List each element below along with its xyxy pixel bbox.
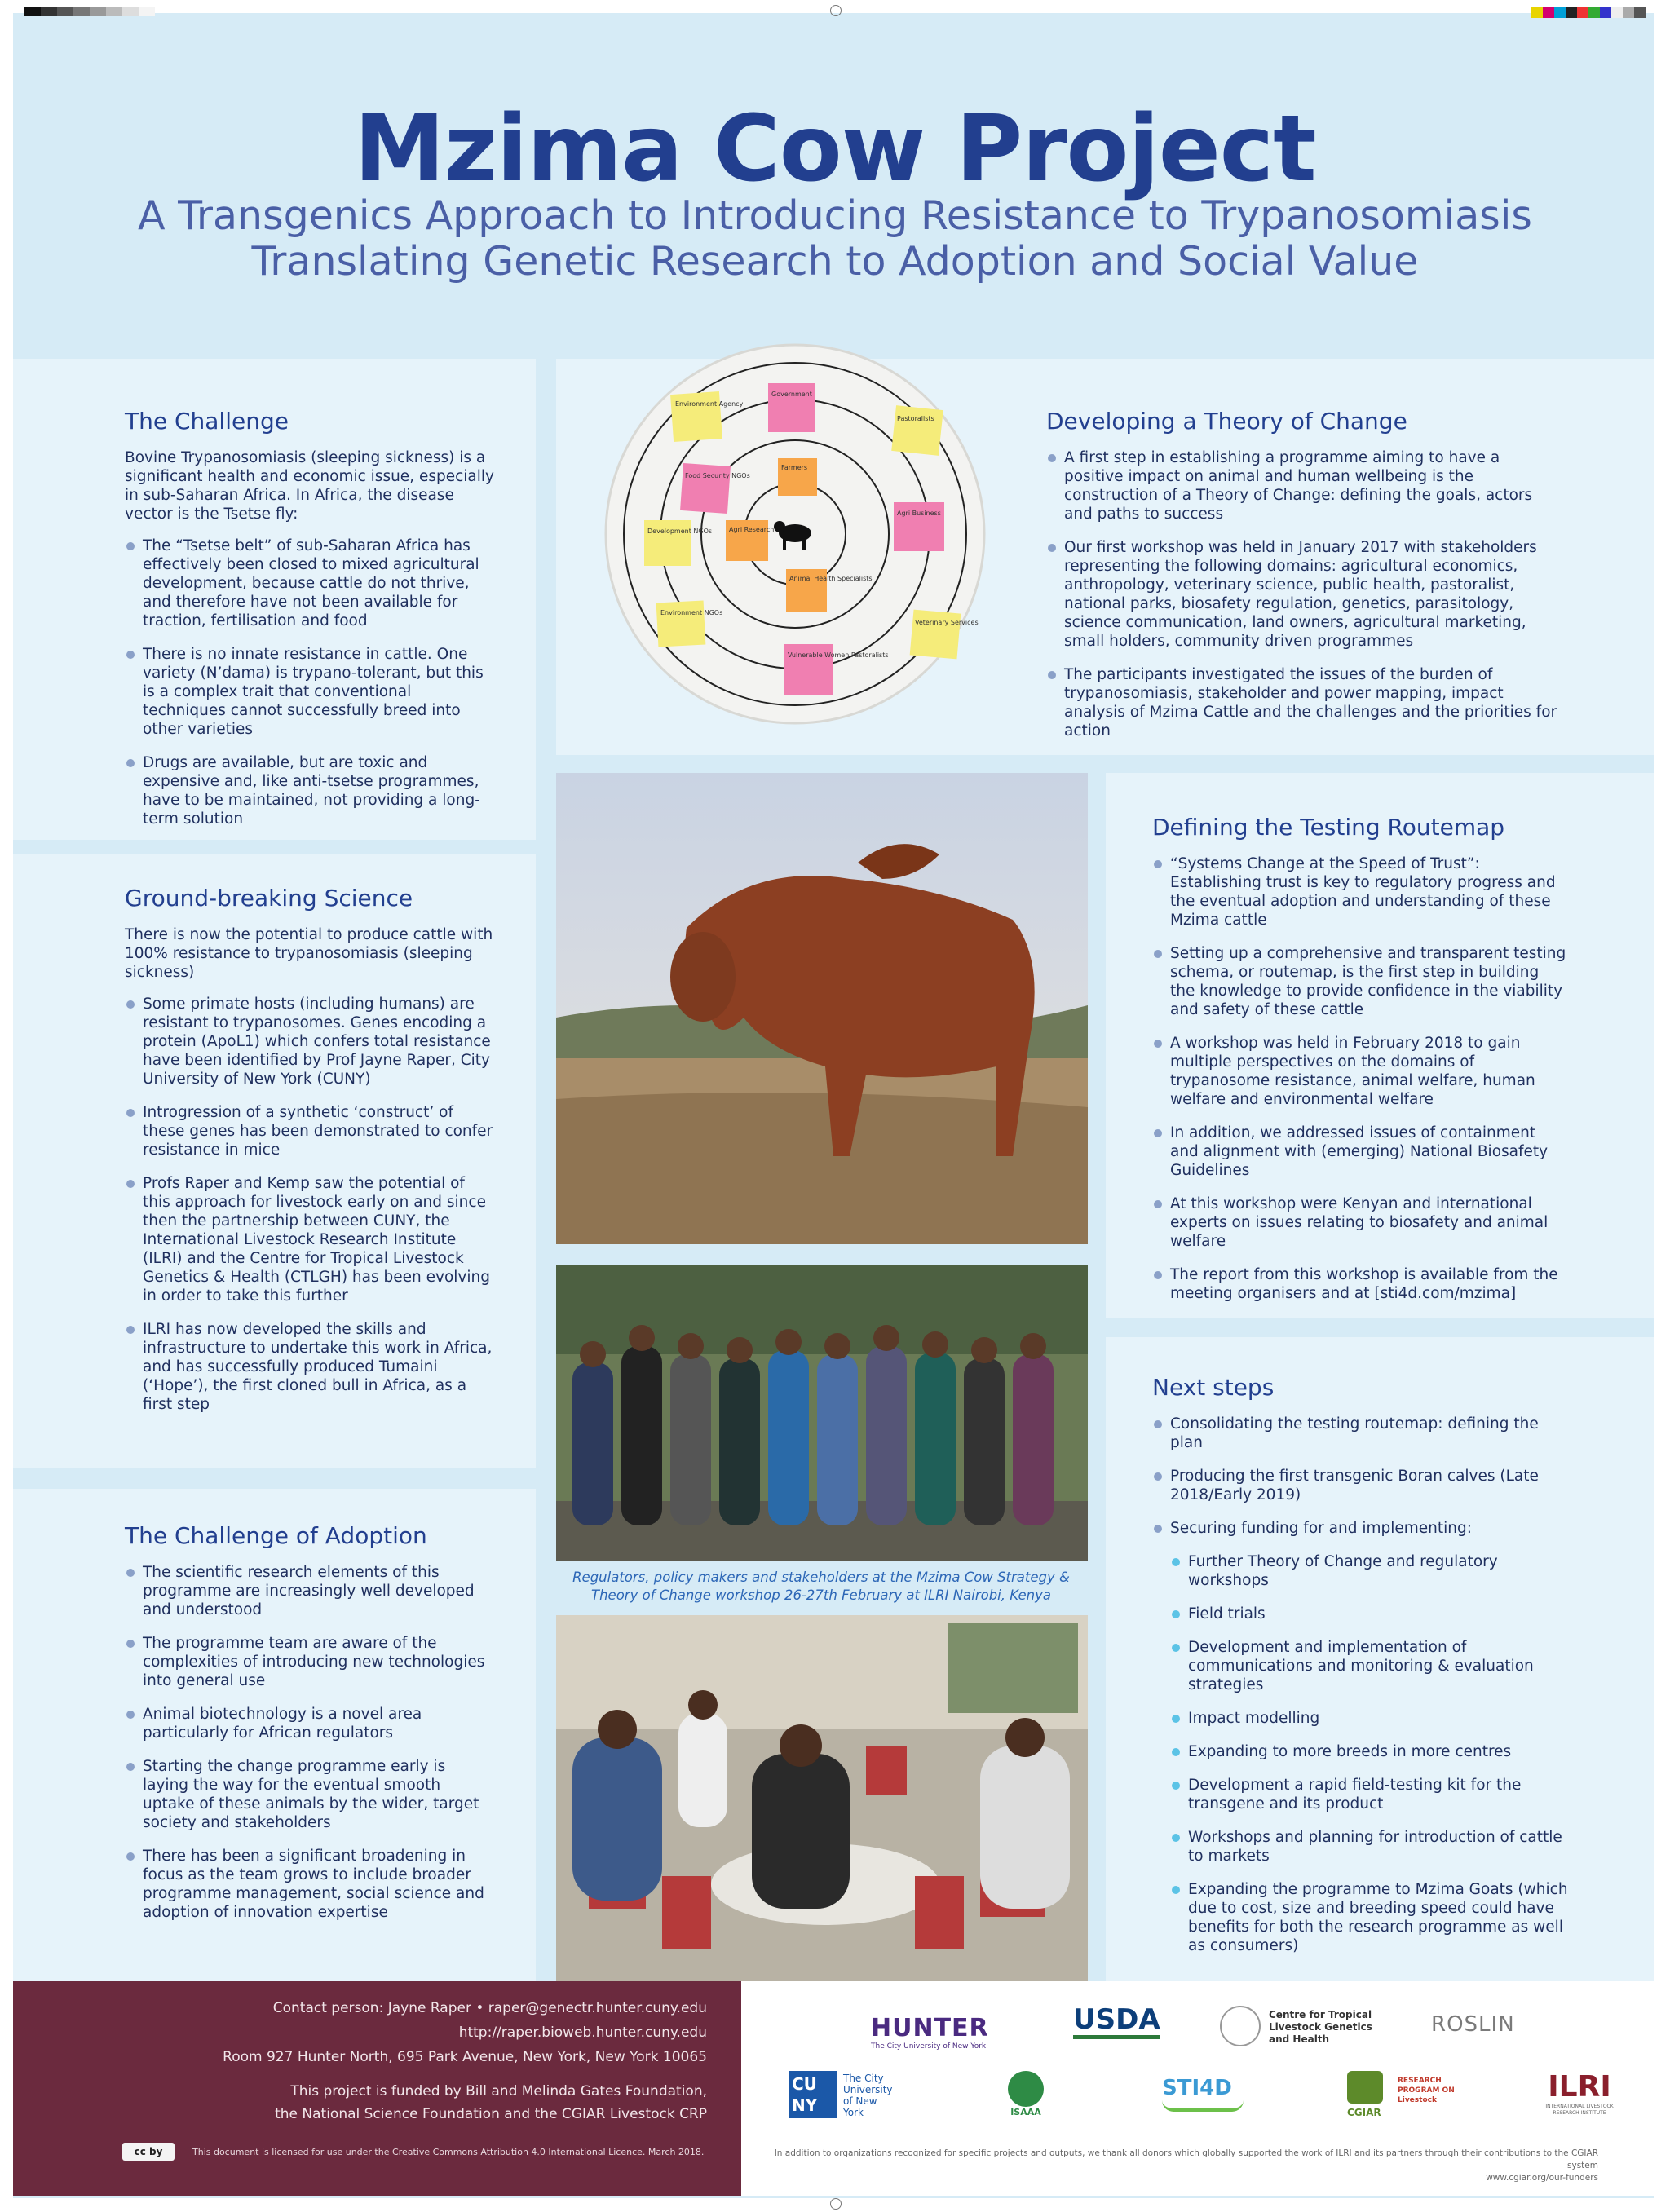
- science-intro: There is now the potential to produce cattle with 100% resistance to trypanosomiasis (sleeping sickness): [125, 926, 493, 981]
- challenge-heading: The Challenge: [125, 408, 289, 435]
- list-item: Securing funding for and implementing:: [1152, 1519, 1568, 1538]
- sticky-note: [910, 610, 961, 660]
- list-item: Producing the first transgenic Boran calves (Late 2018/Early 2019): [1152, 1467, 1568, 1504]
- sticky-note-label: Farmers: [781, 464, 808, 471]
- list-item: Workshops and planning for introduction of cattle to markets: [1170, 1828, 1568, 1865]
- sticky-note-label: Veterinary Services: [915, 619, 979, 626]
- poster-subtitle-1: A Transgenics Approach to Introducing Resistance to Trypanosomiasis: [138, 192, 1532, 239]
- funders-acknowledgement: [767, 2148, 1598, 2184]
- sti4d-logo: STI4D: [1162, 2076, 1244, 2112]
- ilri-logo: ILRI INTERNATIONAL LIVESTOCK RESEARCH INSTITUTE: [1545, 2070, 1614, 2116]
- poster-subtitle-2: Translating Genetic Research to Adoption and Social Value: [251, 238, 1419, 285]
- color-calibration-bar: [1531, 7, 1646, 18]
- registration-mark: [830, 5, 842, 16]
- workshop-photo: [556, 1615, 1088, 1981]
- list-item: The programme team are aware of the complexities of introducing new technologies into general use: [125, 1634, 496, 1690]
- sticky-note-label: Vulnerable Women Pastoralists: [788, 651, 889, 659]
- list-item: The report from this workshop is available from the meeting organisers and at [sti4d.com/mzima]: [1152, 1265, 1568, 1303]
- list-item: There has been a significant broadening in focus as the team grows to include broader programme management, social science and adoption of innovation expertise: [125, 1847, 496, 1922]
- list-item: Expanding to more breeds in more centres: [1170, 1742, 1568, 1761]
- roslin-logo: ROSLIN: [1431, 2012, 1515, 2037]
- creative-commons-icon: cc by: [122, 2143, 175, 2161]
- list-item: Animal biotechnology is a novel area particularly for African regulators: [125, 1705, 496, 1742]
- list-item: Introgression of a synthetic ‘construct’ of these genes has been demonstrated to confer resistance in mice: [125, 1103, 496, 1159]
- sticky-note-label: Animal Health Specialists: [789, 575, 873, 582]
- routemap-section: [1152, 814, 1568, 1318]
- sticky-note-label: Environment Agency: [675, 400, 744, 408]
- list-item: Impact modelling: [1170, 1709, 1568, 1728]
- list-item: Expanding the programme to Mzima Goats (which due to cost, size and breeding speed could have benefits for both the research programme as well as consumers): [1170, 1880, 1568, 1955]
- sticky-note-label: Agri Business: [897, 510, 941, 517]
- list-item: The participants investigated the issues of the burden of trypanosomiasis, stakeholder and power mapping, impact analysis of Mzima Cattle and the challenges and the priorities for action: [1046, 665, 1562, 740]
- list-item: ILRI has now developed the skills and infrastructure to undertake this work in Africa, and has successfully produced Tumaini (‘Hope’), the first cloned bull in Africa, as a first step: [125, 1320, 496, 1414]
- hunter-logo: HUNTER The City University of New York: [871, 2014, 989, 2051]
- routemap-heading: Defining the Testing Routemap: [1152, 814, 1505, 841]
- list-item: In addition, we addressed issues of containment and alignment with (emerging) National Biosafety Guidelines: [1152, 1124, 1568, 1180]
- sticky-note-label: Pastoralists: [897, 415, 934, 422]
- funding-line-2: the National Science Foundation and the CGIAR Livestock CRP: [275, 2106, 707, 2122]
- contact-footer: [13, 1981, 741, 2196]
- funding-line-1: This project is funded by Bill and Melinda Gates Foundation,: [290, 2083, 707, 2099]
- list-item: Consolidating the testing routemap: defining the plan: [1152, 1415, 1568, 1452]
- theory-section: [1046, 408, 1562, 755]
- contact-person: Contact person: Jayne Raper • raper@genectr.hunter.cuny.edu: [272, 2000, 707, 2016]
- next-steps-section: [1152, 1374, 1568, 1970]
- list-item: A first step in establishing a programme aiming to have a positive impact on animal and human wellbeing is the construction of a Theory of Change: defining the goals, actors and paths to success: [1046, 448, 1562, 523]
- sticky-note: [680, 463, 731, 514]
- adoption-heading: The Challenge of Adoption: [125, 1522, 427, 1549]
- next-steps-heading: Next steps: [1152, 1374, 1275, 1401]
- list-item: Drugs are available, but are toxic and expensive and, like anti-tsetse programmes, have to be maintained, not providing a long-term solution: [125, 753, 496, 828]
- sticky-note-label: Agri Research: [729, 526, 775, 533]
- funders-url: www.cgiar.org/our-funders: [1486, 2173, 1598, 2183]
- theory-heading: Developing a Theory of Change: [1046, 408, 1407, 435]
- challenge-intro: Bovine Trypanosomiasis (sleeping sickness) is a significant health and economic issue, especially in sub-Saharan Africa. In Africa, the disease vector is the Tsetse fly:: [125, 449, 494, 523]
- adoption-section: [125, 1522, 496, 1936]
- list-item: Further Theory of Change and regulatory workshops: [1170, 1552, 1568, 1590]
- stakeholder-target-diagram: [603, 342, 987, 726]
- sticky-note-label: Development NGOs: [647, 528, 713, 535]
- license-text: This document is licensed for use under the Creative Commons Attribution 4.0 International Licence. March 2018.: [192, 2147, 705, 2157]
- sticky-note-label: Environment NGOs: [660, 609, 723, 616]
- list-item: Profs Raper and Kemp saw the potential of this approach for livestock early on and since then the partnership between CUNY, the International Livestock Research Institute (ILRI) and the Centre for Tropical Livestock Genetics & Health (CTLGH) has been evolving in order to take this further: [125, 1174, 496, 1305]
- contact-url[interactable]: http://raper.bioweb.hunter.cuny.edu: [458, 2024, 707, 2041]
- contact-address: Room 927 Hunter North, 695 Park Avenue, New York, New York 10065: [223, 2049, 707, 2065]
- sticky-note: [891, 405, 943, 456]
- funders-note: In addition to organizations recognized for specific projects and outputs, we thank all donors which globally supported the work of ILRI and its partners through their contributions to the CGIAR system: [774, 2148, 1598, 2170]
- group-photo: [556, 1265, 1088, 1561]
- usda-logo: USDA: [1073, 2004, 1160, 2039]
- list-item: Development a rapid field-testing kit for the transgene and its product: [1170, 1776, 1568, 1813]
- list-item: Starting the change programme early is laying the way for the eventual smooth uptake of these animals by the wider, target society and stakeholders: [125, 1757, 496, 1832]
- challenge-section: [125, 408, 496, 843]
- grayscale-calibration-bar: [24, 7, 155, 16]
- dna-icon: [1220, 2006, 1261, 2046]
- science-heading: Ground-breaking Science: [125, 885, 413, 912]
- registration-mark: [830, 2198, 842, 2210]
- sticky-note: [656, 601, 706, 647]
- sticky-note-label: Food Security NGOs: [685, 472, 750, 479]
- sticky-note-label: Government: [771, 391, 812, 398]
- photo-caption: Regulators, policy makers and stakeholders at the Mzima Cow Strategy & Theory of Change workshop 26-27th February at ILRI Nairobi, Kenya: [572, 1570, 1070, 1603]
- list-item: At this workshop were Kenyan and international experts on issues relating to biosafety and animal welfare: [1152, 1194, 1568, 1251]
- science-section: [125, 885, 496, 1428]
- list-item: Our first workshop was held in January 2017 with stakeholders representing the following domains: agricultural economics, anthropology, veterinary science, public health, pastoralist, national parks, biosafety regulation, genetics, parasitology, science communication, land owners, agricultural marketing, small holders, community driven programmes: [1046, 538, 1562, 651]
- list-item: The “Tsetse belt” of sub-Saharan Africa has effectively been closed to mixed agricultural development, because cattle do not thrive, and therefore have not been available for traction, fertilisation and food: [125, 536, 496, 630]
- list-item: Development and implementation of communications and monitoring & evaluation strategies: [1170, 1638, 1568, 1694]
- list-item: There is no innate resistance in cattle. One variety (N’dama) is trypano-tolerant, but this is a complex trait that conventional techniques cannot successfully breed into other varieties: [125, 645, 496, 739]
- list-item: Some primate hosts (including humans) are resistant to trypanosomes. Genes encoding a protein (ApoL1) which confers total resistance have been identified by Prof Jayne Raper, City University of New York (CUNY): [125, 995, 496, 1088]
- leaf-icon: [1008, 2071, 1044, 2107]
- poster-title: Mzima Cow Project: [354, 96, 1316, 202]
- sticky-note: [670, 391, 722, 442]
- list-item: The scientific research elements of this programme are increasingly well developed and understood: [125, 1563, 496, 1619]
- list-item: Setting up a comprehensive and transparent testing schema, or routemap, is the first step in building the knowledge to provide confidence in the viability and safety of these cattle: [1152, 944, 1568, 1019]
- list-item: Field trials: [1170, 1605, 1568, 1623]
- isaaa-logo: ISAAA: [993, 2071, 1058, 2117]
- wheat-icon: [1347, 2071, 1383, 2104]
- bull-photo: [556, 773, 1088, 1244]
- list-item: “Systems Change at the Speed of Trust”: Establishing trust is key to regulatory progress and the eventual adoption and understanding of these Mzima cattle: [1152, 854, 1568, 929]
- list-item: A workshop was held in February 2018 to gain multiple perspectives on the domains of trypanosome resistance, animal welfare, human welfare and environmental welfare: [1152, 1034, 1568, 1109]
